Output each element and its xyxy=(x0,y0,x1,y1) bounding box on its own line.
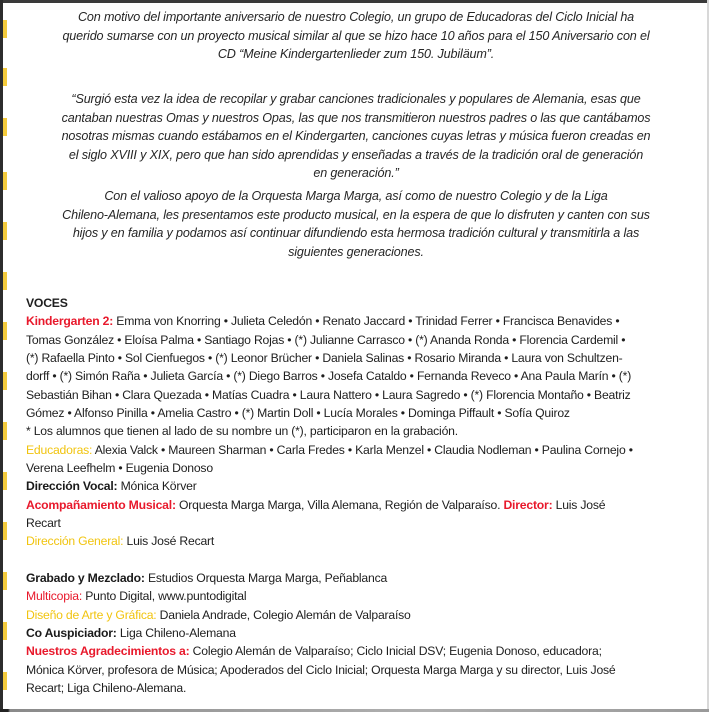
agradecimientos-line xyxy=(26,642,696,660)
educadoras-line xyxy=(26,441,696,459)
intro-paragraph-2 xyxy=(30,90,682,183)
top-border xyxy=(0,0,709,3)
kindergarten-names: Gómez • Alfonso Pinilla • Amelia Castro • (*) Martin Doll • Lucía Morales • Dominga Piffault • Sofía Quiroz xyxy=(26,406,570,421)
yellow-edge-mark xyxy=(3,118,7,136)
multicopia-line xyxy=(26,587,696,605)
intro-line: el siglo XVIII y XIX, pero que han sido aprendidas y enseñadas a través de la tradición oral de generación xyxy=(68,147,644,162)
credits-section xyxy=(26,294,696,697)
intro-line: nosotras mismas cuando estábamos en el Kindergarten, canciones cuyas letras y música fueron creadas en xyxy=(61,129,651,144)
intro-line: hijos y en familia y podamos así continuar difundiendo esta hermosa tradición cultural y transmitirla a las xyxy=(72,226,640,241)
grabado-value: Estudios Orquesta Marga Marga, Peñablanca xyxy=(144,570,388,585)
grabado-label: Grabado y Mezclado: xyxy=(26,570,145,585)
direccion-general-value: Luis José Recart xyxy=(123,534,215,549)
kindergarten-line xyxy=(26,312,696,330)
yellow-edge-mark xyxy=(3,272,7,290)
intro-line: Con motivo del importante aniversario de nuestro Colegio, un grupo de Educadoras del Ciclo Inicial ha xyxy=(77,10,635,24)
intro-line: querido sumarse con un proyecto musical similar al que se hizo hace 10 años para el 150 Aniversario con el xyxy=(62,28,650,43)
multicopia-label: Multicopia: xyxy=(26,589,83,604)
kindergarten-names: Sebastián Bihan • Clara Quezada • Matías Cuadra • Laura Nattero • Laura Sagredo • (*) Florencia Montaño • Beatriz xyxy=(26,387,631,402)
vocal-value: Mónica Körver xyxy=(117,479,197,494)
acompanamiento-value: Orquesta Marga Marga, Villa Alemana, Región de Valparaíso. xyxy=(175,497,504,512)
yellow-edge-mark xyxy=(3,622,7,640)
intro-line: cantaban nuestras Omas y nuestros Opas, las que nos transmitieron nuestros padres o las que cantábamos xyxy=(61,110,651,125)
intro-line: Chileno-Alemana, les presentamos este producto musical, en la espera de que lo disfruten y canten con sus xyxy=(62,207,650,222)
kindergarten-names: Emma von Knorring • Julieta Celedón • Renato Jaccard • Trinidad Ferrer • Francisca Benavides • xyxy=(113,314,620,329)
auspiciador-label: Co Auspiciador: xyxy=(26,625,117,640)
agradecimientos-value: Mónica Körver, profesora de Música; Apoderados del Ciclo Inicial; Orquesta Marga Marga y su director, Luis José xyxy=(26,662,616,677)
intro-line: en generación.” xyxy=(313,166,399,181)
agradecimientos-value: Colegio Alemán de Valparaíso; Ciclo Inicial DSV; Eugenia Donoso, educadora; xyxy=(189,644,602,659)
grabado-line xyxy=(26,569,696,587)
intro-line: CD “Meine Kindergartenlieder zum 150. Jubiläum”. xyxy=(217,47,495,62)
yellow-edge-mark xyxy=(3,322,7,340)
acompanamiento-line xyxy=(26,496,696,514)
yellow-edge-mark xyxy=(3,20,7,38)
diseno-label: Diseño de Arte y Gráfica: xyxy=(26,607,157,622)
vocal-label: Dirección Vocal: xyxy=(26,479,118,494)
yellow-edge-mark xyxy=(3,672,7,690)
intro-line: “Surgió esta vez la idea de recopilar y grabar canciones tradicionales y populares de Alemania, esas que xyxy=(71,92,641,106)
yellow-edge-mark xyxy=(3,172,7,190)
intro-line: siguientes generaciones. xyxy=(288,244,424,259)
educadoras-names: Verena Leefhelm • Eugenia Donoso xyxy=(26,461,213,476)
kindergarten-names: dorff • (*) Simón Raña • Julieta García • (*) Diego Barros • Josefa Cataldo • Fernanda Reveco • Ana Paula Marín • (*) xyxy=(26,369,632,384)
spacer xyxy=(26,551,696,569)
agradecimientos-label: Nuestros Agradecimientos a: xyxy=(26,644,190,659)
acompanamiento-label: Acompañamiento Musical: xyxy=(26,497,176,512)
intro-paragraph-1 xyxy=(30,8,682,64)
left-border xyxy=(0,0,3,712)
educadoras-label: Educadoras: xyxy=(26,442,93,457)
direccion-general-line xyxy=(26,532,696,550)
director-value: Luis José xyxy=(552,497,606,512)
kindergarten-label: Kindergarten 2: xyxy=(26,314,114,329)
voces-heading: VOCES xyxy=(26,296,68,310)
agradecimientos-value: Recart; Liga Chileno-Alemana. xyxy=(26,680,187,695)
yellow-edge-mark xyxy=(3,372,7,390)
diseno-value: Daniela Andrade, Colegio Alemán de Valparaíso xyxy=(156,607,411,622)
intro-line: Con el valioso apoyo de la Orquesta Marga Marga, así como de nuestro Colegio y de la Liga xyxy=(104,189,608,203)
auspiciador-line xyxy=(26,624,696,642)
multicopia-value: Punto Digital, www.puntodigital xyxy=(82,589,247,604)
kindergarten-names: (*) Rafaella Pinto • Sol Cienfuegos • (*) Leonor Brücher • Daniela Salinas • Rosario Miranda • Laura von Schultzen- xyxy=(26,351,623,366)
director-label: Director: xyxy=(503,497,553,512)
direccion-general-label: Dirección General: xyxy=(26,534,124,549)
footnote: * Los alumnos que tienen al lado de su nombre un (*), participaron en la grabación. xyxy=(26,424,458,439)
diseno-line xyxy=(26,606,696,624)
yellow-edge-mark xyxy=(3,522,7,540)
auspiciador-value: Liga Chileno-Alemana xyxy=(116,625,236,640)
yellow-edge-mark xyxy=(3,422,7,440)
yellow-edge-mark xyxy=(3,472,7,490)
kindergarten-names: Tomas González • Eloísa Palma • Santiago Rojas • (*) Julianne Carrasco • (*) Ananda Ronda • Florencia Cardemil • xyxy=(26,332,626,347)
educadoras-names: Alexia Valck • Maureen Sharman • Carla Fredes • Karla Menzel • Claudia Nodleman • Paulina Cornejo • xyxy=(92,442,633,457)
yellow-edge-mark xyxy=(3,68,7,86)
intro-paragraph-3 xyxy=(30,187,682,261)
yellow-edge-mark xyxy=(3,572,7,590)
director-value-cont: Recart xyxy=(26,516,61,531)
vocal-line xyxy=(26,477,696,495)
yellow-edge-mark xyxy=(3,222,7,240)
